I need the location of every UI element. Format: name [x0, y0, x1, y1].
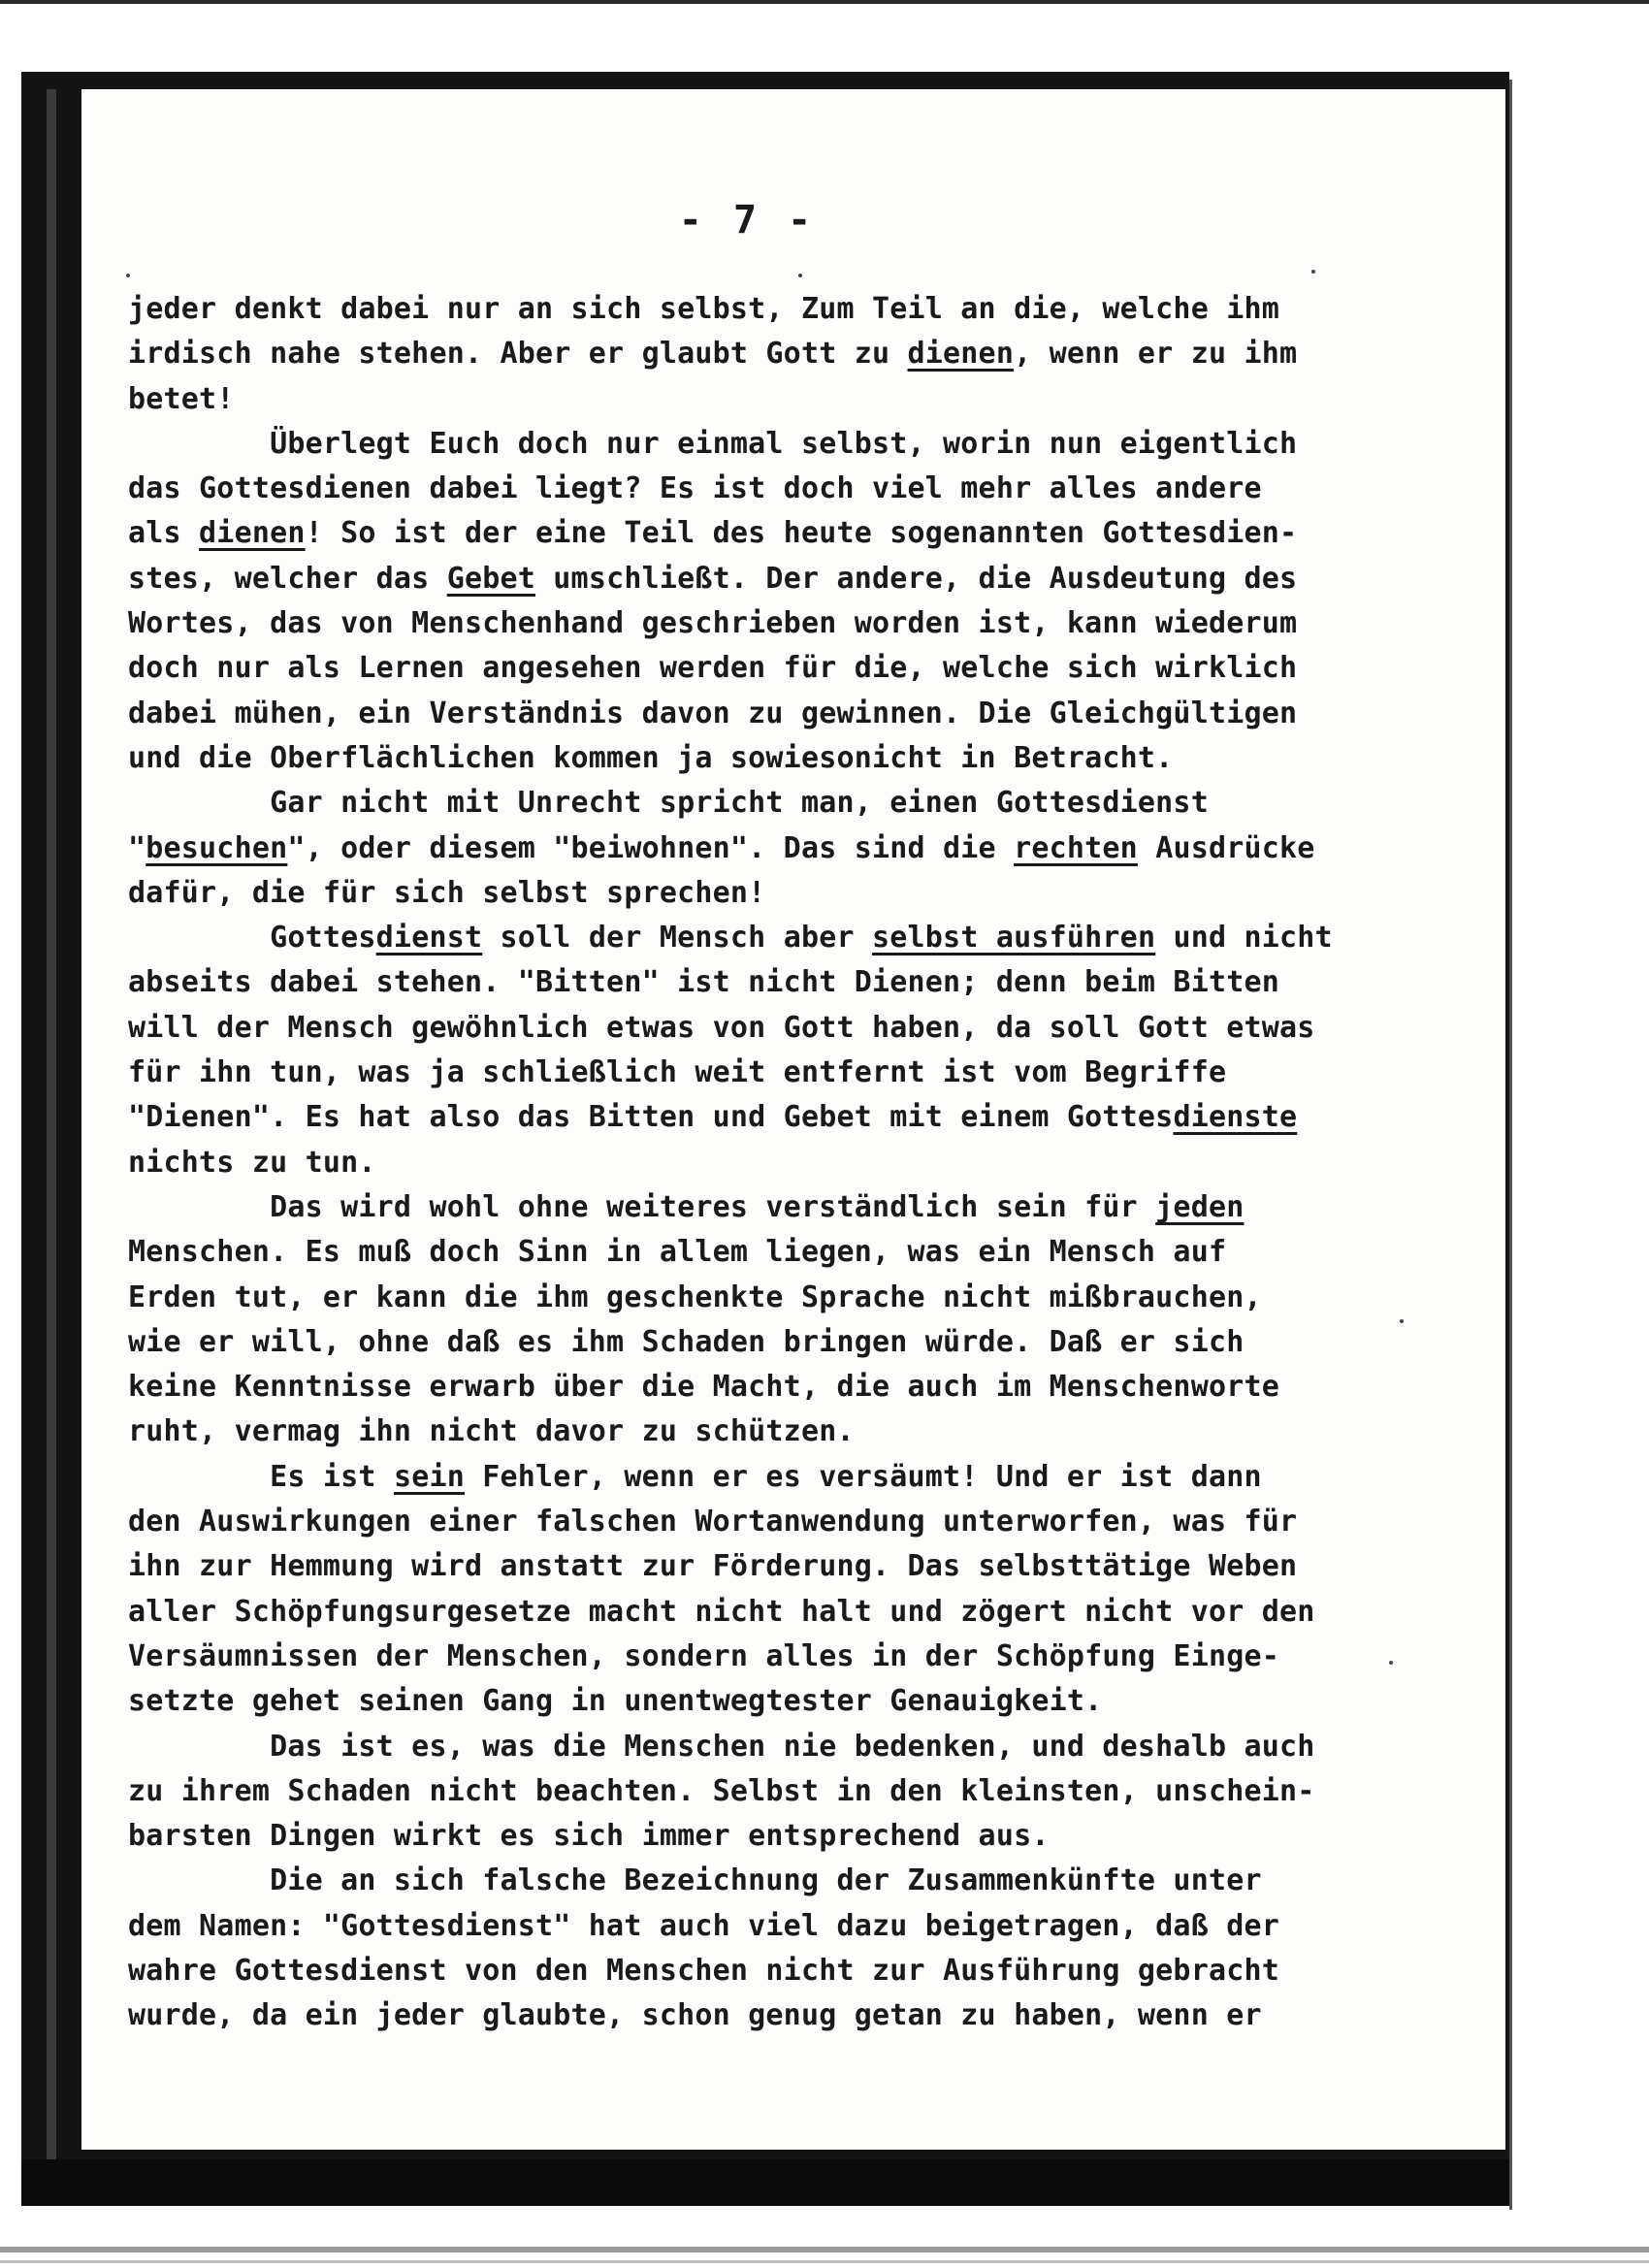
text-segment: umschließt. Der andere, die Ausdeutung des	[535, 561, 1298, 596]
underlined-word: besuchen	[146, 830, 288, 865]
text-segment: Fehler, wenn er es versäumt! Und er ist dann	[464, 1459, 1262, 1494]
text-segment: den Auswirkungen einer falschen Wortanwendung unterworfen, was für	[128, 1505, 1298, 1539]
text-line	[128, 1904, 1418, 1949]
text-segment: wurde, da ein jeder glaubte, schon genug getan zu haben, wenn er	[128, 1998, 1262, 2033]
text-segment: Menschen. Es muß doch Sinn in allem liegen, was ein Mensch auf	[128, 1235, 1227, 1270]
adjacent-sheet-edge	[1509, 80, 1649, 2210]
text-line	[128, 1859, 1418, 1903]
text-line	[128, 1365, 1418, 1409]
text-segment: für ihn tun, was ja schließlich weit entfernt ist vom Begriffe	[128, 1055, 1227, 1090]
text-line	[128, 422, 1418, 467]
underlined-word: jeden	[1155, 1189, 1245, 1224]
text-segment: , wenn er zu ihm	[1014, 337, 1298, 372]
text-line	[128, 557, 1418, 601]
text-line	[128, 1141, 1418, 1185]
bottom-edge-line-2	[0, 2260, 1649, 2263]
text-line	[128, 467, 1418, 511]
text-segment: aller Schöpfungsurgesetze macht nicht halt und zögert nicht vor den	[128, 1594, 1315, 1629]
text-line	[128, 1185, 1418, 1230]
scan-border-bottom	[21, 2159, 1509, 2206]
underlined-word: dienen	[199, 516, 306, 551]
scan-border-left-edge	[47, 89, 56, 2175]
text-segment: nichts zu tun.	[128, 1145, 376, 1180]
text-segment: als	[128, 516, 200, 551]
text-segment: Das wird wohl ohne weiteres verständlich sein für	[128, 1189, 1156, 1224]
text-line	[128, 1409, 1418, 1454]
text-line	[128, 736, 1418, 781]
text-line	[128, 377, 1418, 422]
text-segment: ! So ist der eine Teil des heute sogenannten Gottesdien-	[305, 516, 1298, 551]
text-line	[128, 287, 1418, 332]
text-segment: barsten Dingen wirkt es sich immer entsprechend aus.	[128, 1819, 1050, 1854]
top-edge-line	[0, 0, 1649, 4]
text-segment: ihn zur Hemmung wird anstatt zur Förderung. Das selbsttätige Weben	[128, 1549, 1298, 1584]
text-line	[128, 871, 1418, 916]
text-segment: Versäumnissen der Menschen, sondern alles in der Schöpfung Einge-	[128, 1638, 1279, 1673]
text-line	[128, 332, 1418, 376]
text-segment: Überlegt Euch doch nur einmal selbst, worin nun eigentlich	[128, 426, 1298, 461]
text-segment: keine Kenntnisse erwarb über die Macht, die auch im Menschenworte	[128, 1370, 1279, 1405]
text-segment: stes, welcher das	[128, 561, 447, 596]
text-segment: "Dienen". Es hat also das Bitten und Gebet mit einem Gottes	[128, 1100, 1174, 1135]
text-line	[128, 1814, 1418, 1859]
underlined-word: sein	[393, 1459, 465, 1494]
text-line	[128, 1993, 1418, 2038]
text-segment: und die Oberflächlichen kommen ja sowiesonicht in Betracht.	[128, 740, 1174, 775]
underlined-word: dienste	[1173, 1100, 1298, 1135]
text-segment: wahre Gottesdienst von den Menschen nicht zur Ausführung gebracht	[128, 1953, 1279, 1988]
text-line	[128, 511, 1418, 556]
text-line	[128, 1500, 1418, 1544]
text-segment: "	[128, 830, 146, 865]
text-line	[128, 1320, 1418, 1365]
text-segment: abseits dabei stehen. "Bitten" ist nicht Dienen; denn beim Bitten	[128, 965, 1279, 1000]
text-line	[128, 1230, 1418, 1275]
text-segment: und nicht	[1155, 921, 1333, 956]
underlined-word: selbst ausführen	[872, 921, 1156, 956]
text-line	[128, 1769, 1418, 1814]
underlined-word: Gebet	[446, 561, 536, 596]
text-segment: Das ist es, was die Menschen nie bedenken, und deshalb auch	[128, 1729, 1315, 1764]
text-segment: Erden tut, er kann die ihm geschenkte Sprache nicht mißbrauchen,	[128, 1280, 1262, 1314]
text-segment: dabei mühen, ein Verständnis davon zu gewinnen. Die Gleichgültigen	[128, 696, 1298, 730]
text-line	[128, 1725, 1418, 1769]
text-segment: Die an sich falsche Bezeichnung der Zusammenkünfte unter	[128, 1863, 1262, 1898]
text-segment: betet!	[128, 381, 235, 416]
text-segment: jeder denkt dabei nur an sich selbst, Zum Teil an die, welche ihm	[128, 292, 1279, 326]
page-number: - 7 -	[678, 198, 816, 243]
text-line	[128, 781, 1418, 826]
underlined-word: dienst	[375, 921, 483, 956]
text-segment: Gottes	[128, 921, 376, 956]
typewritten-body	[128, 287, 1418, 2039]
text-line	[128, 960, 1418, 1005]
text-line	[128, 1006, 1418, 1051]
text-segment: Wortes, das von Menschenhand geschrieben worden ist, kann wiederum	[128, 606, 1298, 641]
text-segment: Ausdrücke	[1137, 830, 1315, 865]
text-segment: irdisch nahe stehen. Aber er glaubt Gott zu	[128, 337, 908, 372]
text-segment: wie er will, ohne daß es ihm Schaden bringen würde. Daß er sich	[128, 1324, 1245, 1359]
text-line	[128, 601, 1418, 646]
text-segment: will der Mensch gewöhnlich etwas von Gott haben, da soll Gott etwas	[128, 1010, 1315, 1045]
text-line	[128, 916, 1418, 960]
text-segment: dafür, die für sich selbst sprechen!	[128, 875, 766, 910]
text-segment: dem Namen: "Gottesdienst" hat auch viel dazu beigetragen, daß der	[128, 1908, 1279, 1943]
text-segment: Gar nicht mit Unrecht spricht man, einen Gottesdienst	[128, 786, 1209, 821]
text-line	[128, 692, 1418, 736]
text-line	[128, 1455, 1418, 1500]
text-line	[128, 1544, 1418, 1589]
text-segment: doch nur als Lernen angesehen werden für die, welche sich wirklich	[128, 651, 1298, 686]
text-segment: ", oder diesem "beiwohnen". Das sind die	[287, 830, 1015, 865]
text-segment: ruht, vermag ihn nicht davor zu schützen.	[128, 1414, 855, 1449]
underlined-word: rechten	[1014, 830, 1138, 865]
text-line	[128, 1051, 1418, 1095]
text-segment: setzte gehet seinen Gang in unentwegtester Genauigkeit.	[128, 1684, 1103, 1719]
text-line	[128, 646, 1418, 691]
text-line	[128, 826, 1418, 871]
text-line	[128, 1949, 1418, 1993]
text-line	[128, 1276, 1418, 1320]
text-line	[128, 1635, 1418, 1679]
text-line	[128, 1590, 1418, 1635]
bottom-edge-line	[0, 2247, 1649, 2252]
text-segment: Es ist	[128, 1459, 394, 1494]
underlined-word: dienen	[907, 337, 1015, 372]
text-segment: das Gottesdienen dabei liegt? Es ist doch viel mehr alles andere	[128, 471, 1262, 506]
text-segment: zu ihrem Schaden nicht beachten. Selbst in den kleinsten, unschein-	[128, 1773, 1315, 1808]
text-line	[128, 1679, 1418, 1724]
text-line	[128, 1095, 1418, 1140]
text-segment: soll der Mensch aber	[482, 921, 873, 956]
